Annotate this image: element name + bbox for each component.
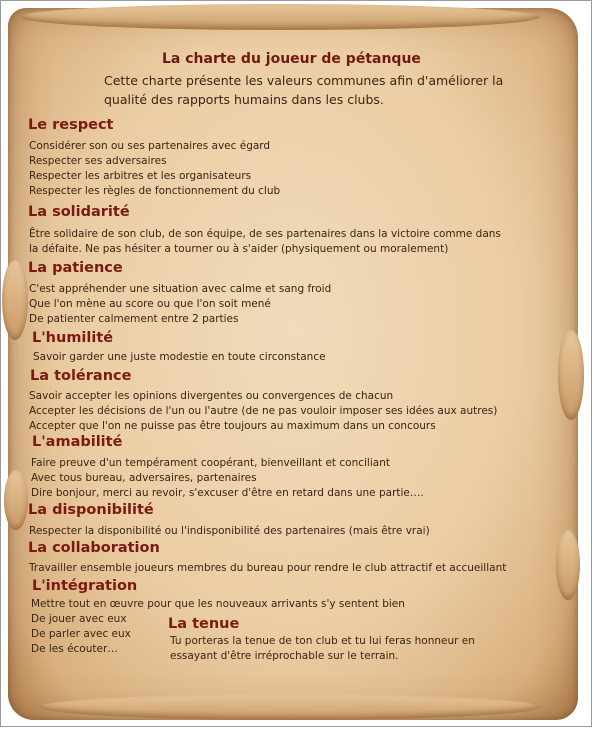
scroll-curl-top	[20, 4, 540, 30]
section-line: Respecter la disponibilité ou l'indisponibilité des partenaires (mais être vrai)	[29, 525, 430, 537]
section-title-tolerance: La tolérance	[30, 368, 132, 384]
scroll-curl-right	[558, 330, 584, 420]
section-title-solidarite: La solidarité	[28, 204, 130, 220]
section-title-respect: Le respect	[28, 117, 114, 133]
section-line: Mettre tout en œuvre pour que les nouveaux arrivants s'y sentent bien	[31, 598, 405, 610]
section-line: De les écouter…	[31, 643, 118, 655]
section-line: la défaite. Ne pas hésiter a tourner ou à s'aider (physiquement ou moralement)	[29, 243, 449, 255]
section-line: C'est appréhender une situation avec calme et sang froid	[29, 283, 332, 295]
section-line: Savoir garder une juste modestie en toute circonstance	[33, 351, 326, 363]
section-line: Respecter les arbitres et les organisateurs	[29, 170, 252, 182]
section-line: Être solidaire de son club, de son équipe, de ses partenaires dans la victoire comme dans	[29, 228, 501, 240]
section-line: Respecter ses adversaires	[29, 155, 167, 167]
section-line: Que l'on mène au score ou que l'on soit mené	[29, 298, 271, 310]
section-title-integration: L'intégration	[32, 578, 138, 594]
section-body-tolerance	[29, 389, 497, 434]
section-line: Tu porteras la tenue de ton club et tu lui feras honneur en	[170, 635, 475, 647]
section-body-respect	[29, 139, 280, 199]
section-body-collaboration	[29, 561, 506, 576]
section-title-collaboration: La collaboration	[28, 540, 160, 556]
section-title-amabilite: L'amabilité	[32, 434, 123, 450]
section-line: Avec tous bureau, adversaires, partenaires	[31, 472, 257, 484]
section-body-amabilite	[31, 456, 424, 501]
section-title-humilite: L'humilité	[32, 330, 114, 346]
section-body-humilite	[33, 350, 326, 365]
section-title-patience: La patience	[28, 260, 123, 276]
scroll-curl-bottom	[40, 694, 540, 720]
section-line: Faire preuve d'un tempérament coopérant, bienveillant et conciliant	[31, 457, 390, 469]
scroll-curl-right	[556, 530, 580, 600]
section-line: De parler avec eux	[31, 628, 131, 640]
section-line: Travailler ensemble joueurs membres du bureau pour rendre le club attractif et accueillant	[29, 562, 507, 574]
section-body-patience	[29, 282, 331, 327]
section-body-disponibilite	[29, 524, 430, 539]
section-body-tenue	[170, 634, 510, 664]
section-title-tenue: La tenue	[168, 616, 240, 632]
scroll-curl-left	[4, 470, 28, 530]
page-title: La charte du joueur de pétanque	[162, 51, 421, 67]
section-line: Accepter les décisions de l'un ou l'autre (de ne pas vouloir imposer ses idées aux autres)	[29, 405, 498, 417]
section-title-disponibilite: La disponibilité	[28, 502, 154, 518]
section-line: Considérer son ou ses partenaires avec égard	[29, 140, 271, 152]
section-line: Respecter les règles de fonctionnement du club	[29, 185, 281, 197]
scroll-curl-left	[2, 260, 28, 340]
section-line: De patienter calmement entre 2 parties	[29, 313, 239, 325]
section-line: Accepter que l'on ne puisse pas être toujours au maximum dans un concours	[29, 420, 436, 432]
section-body-solidarite	[29, 227, 501, 257]
section-line: De jouer avec eux	[31, 613, 127, 625]
section-line: essayant d'être irréprochable sur le terrain.	[170, 650, 399, 662]
section-line: Savoir accepter les opinions divergentes ou convergences de chacun	[29, 390, 394, 402]
section-line: Dire bonjour, merci au revoir, s'excuser d'être en retard dans une partie….	[31, 487, 424, 499]
intro-text: Cette charte présente les valeurs communes afin d'améliorer la qualité des rapports humains dans les clubs.	[104, 73, 504, 107]
